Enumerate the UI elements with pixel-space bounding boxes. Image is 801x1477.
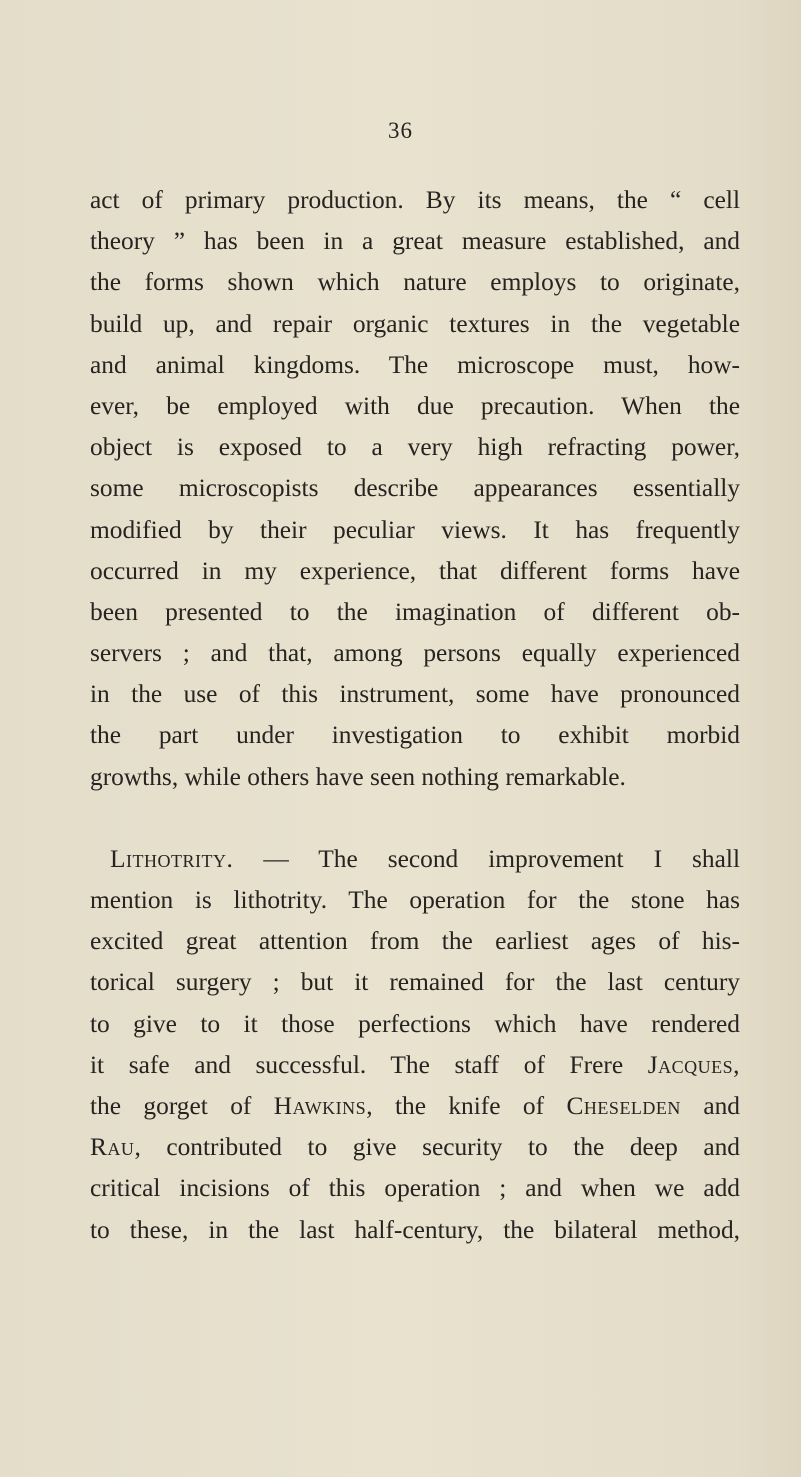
text-line — [90, 1127, 740, 1168]
text-line: build up, and repair organic textures in the vegetable — [90, 309, 740, 338]
text-run: — The second improvement I shall — [233, 844, 740, 873]
text-line: to these, in the last half-century, the bilateral method, — [90, 1215, 740, 1244]
text-line — [90, 1086, 740, 1127]
text-line — [90, 839, 740, 880]
text-line: object is exposed to a very high refracting power, — [90, 433, 740, 462]
text-line: the part under investigation to exhibit morbid — [90, 721, 740, 750]
text-run: , contributed to give security to the deep and — [134, 1133, 740, 1162]
text-line: critical incisions of this operation ; and when we add — [90, 1174, 740, 1203]
text-run: it safe and successful. The staff of Frere — [90, 1050, 624, 1079]
text-run: and — [680, 1091, 741, 1120]
paragraph-spacer — [90, 798, 740, 839]
name-cheselden: Cheselden — [566, 1091, 681, 1120]
text-run: the gorget of — [90, 1091, 274, 1120]
text-line: been presented to the imagination of different ob- — [90, 597, 740, 626]
text-line: mention is lithotrity. The operation for the stone has — [90, 886, 740, 914]
text-line: servers ; and that, among persons equally experienced — [90, 639, 740, 668]
text-line: the forms shown which nature employs to originate, — [90, 268, 740, 297]
page-number: 36 — [388, 118, 413, 143]
text-line — [90, 1045, 740, 1086]
text-line: to give to it those perfections which have rendered — [90, 1009, 740, 1038]
paragraph-cell-theory — [90, 180, 740, 798]
text-line: act of primary production. By its means, the “ cell — [90, 186, 740, 214]
text-line: and animal kingdoms. The microscope must, how- — [90, 350, 740, 379]
text-line: torical surgery ; but it remained for the last century — [90, 968, 740, 997]
text-line: occurred in my experience, that different forms have — [90, 556, 740, 585]
name-jacques: Jacques, — [647, 1050, 740, 1079]
name-hawkins: Hawkins — [273, 1091, 367, 1120]
paragraph-lithotrity — [90, 839, 740, 1251]
text-line: modified by their peculiar views. It has frequently — [90, 515, 740, 544]
name-rau: Rau — [90, 1133, 135, 1162]
text-line: growths, while others have seen nothing remarkable. — [90, 762, 626, 791]
text-line: excited great attention from the earliest ages of his- — [90, 927, 740, 956]
text-line: some microscopists describe appearances essentially — [90, 474, 740, 503]
body-text — [90, 180, 740, 1251]
text-line: ever, be employed with due precaution. When the — [90, 391, 740, 420]
section-heading-lithotrity: Lithotrity. — [110, 844, 234, 873]
text-line: theory ” has been in a great measure established, and — [90, 227, 740, 256]
text-run: , the knife of — [366, 1091, 567, 1120]
text-line: in the use of this instrument, some have pronounced — [90, 680, 740, 709]
